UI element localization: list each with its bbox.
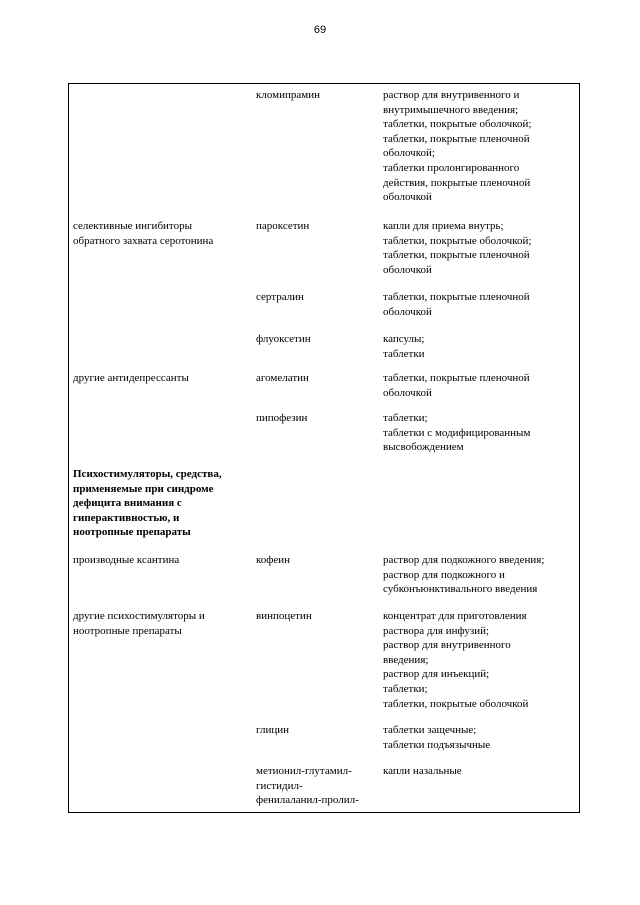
- dosage-form-cell: капли для приема внутрь; таблетки, покрытые оболочкой; таблетки, покрытые пленочной оболочкой: [383, 220, 532, 276]
- table-row: [69, 723, 579, 752]
- drug-name-cell: винпоцетин: [256, 610, 312, 622]
- dosage-form-cell: таблетки; таблетки с модифицированным высвобождением: [383, 412, 531, 454]
- dosage-form-cell: таблетки защечные; таблетки подъязычные: [383, 724, 491, 751]
- dosage-form-cell: концентрат для приготовления раствора для инфузий; раствор для внутривенного введения; раствор для инъекций; таблетки; таблетки, покрытые оболочкой: [383, 610, 529, 710]
- dosage-form-cell: таблетки, покрытые пленочной оболочкой: [383, 372, 530, 399]
- dosage-form-cell: капсулы; таблетки: [383, 333, 425, 360]
- table-row: [69, 467, 579, 540]
- dosage-form-cell: капли назальные: [383, 765, 462, 777]
- table-row: [69, 88, 579, 205]
- drug-name-cell: сертралин: [256, 291, 304, 303]
- drug-name-cell: кломипрамин: [256, 89, 320, 101]
- drug-name-cell: метионил-глутамил- гистидил- фенилаланил-пролил-: [256, 765, 359, 807]
- pharmacologic-group-cell: другие психостимуляторы и ноотропные препараты: [73, 610, 205, 637]
- drug-name-cell: кофеин: [256, 554, 291, 566]
- table-row: [69, 332, 579, 361]
- drug-name-cell: пароксетин: [256, 220, 310, 232]
- drug-name-cell: пипофезин: [256, 412, 308, 424]
- table-row: [69, 219, 579, 277]
- table-row: [69, 553, 579, 597]
- pharmacologic-group-cell: другие антидепрессанты: [73, 372, 189, 384]
- drug-table: [68, 83, 580, 813]
- section-heading: Психостимуляторы, средства, применяемые при синдроме дефицита внимания с гиперактивностью, и ноотропные препараты: [73, 468, 222, 539]
- page-number: 69: [313, 24, 327, 36]
- pharmacologic-group-cell: селективные ингибиторы обратного захвата серотонина: [73, 220, 214, 247]
- dosage-form-cell: таблетки, покрытые пленочной оболочкой: [383, 291, 530, 318]
- table-row: [69, 290, 579, 319]
- dosage-form-cell: раствор для подкожного введения; раствор для подкожного и субконъюнктивального введения: [383, 554, 545, 596]
- table-row: [69, 764, 579, 808]
- drug-name-cell: флуоксетин: [256, 333, 311, 345]
- drug-name-cell: глицин: [256, 724, 289, 736]
- drug-name-cell: агомелатин: [256, 372, 309, 384]
- pharmacologic-group-cell: производные ксантина: [73, 554, 180, 566]
- dosage-form-cell: раствор для внутривенного и внутримышечного введения; таблетки, покрытые оболочкой; таблетки, покрытые пленочной оболочкой; таблетки пролонгированного действия, покрытые пленочной оболочкой: [383, 89, 532, 204]
- table-row: [69, 411, 579, 455]
- table-row: [69, 609, 579, 711]
- table-row: [69, 371, 579, 400]
